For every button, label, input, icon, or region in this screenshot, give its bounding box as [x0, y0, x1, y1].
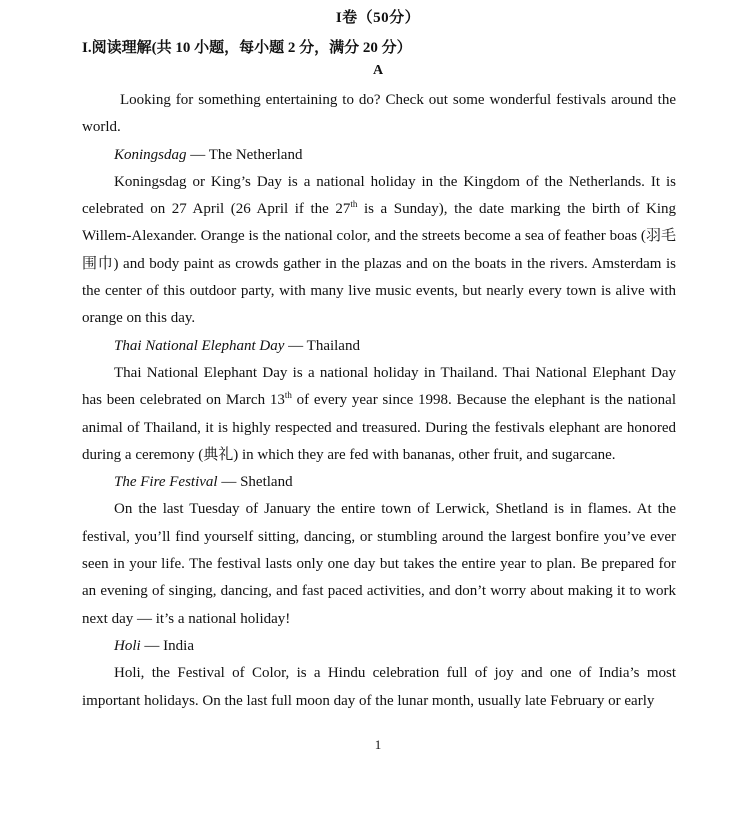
ordinal-suffix: th: [284, 390, 292, 401]
paper-title: I卷（50分）: [335, 10, 421, 26]
festival-name: Thai National Elephant Day: [114, 337, 285, 354]
description-text: Koningsdag or King’s Day is a national holiday in the Kingdom of the Netherlands. It is celebrated on 27 April (26 April if the 27: [82, 173, 676, 218]
intro-paragraph: Looking for something entertaining to do? Check out some wonderful festivals around the world.: [82, 92, 676, 136]
festival-description-koningsdag: [82, 169, 676, 333]
passage-body: [82, 87, 676, 715]
festival-name: The Fire Festival: [114, 474, 218, 491]
description-text: is a Sunday), the date marking the birth of King Willem-Alexander. Orange is the national color, and the streets become a sea of feather boas (羽毛围巾) and body paint as crowds gather in the plazas and on the boats in the rivers. Amsterdam is the center of this outdoor party, with many live music events, but nearly every town is alive with orange on this day.: [82, 201, 676, 327]
festival-description-holi: Holi, the Festival of Color, is a Hindu celebration full of joy and one of India’s most important holidays. On the last full moon day of the lunar month, usually late February or early: [82, 665, 676, 709]
description-text: Thai National Elephant Day is a national holiday in Thailand. Thai National Elephant Day has been celebrated on March 13: [82, 364, 676, 409]
festival-location: — Shetland: [217, 474, 293, 491]
ordinal-suffix: th: [350, 199, 358, 210]
festival-name: Holi: [114, 637, 141, 654]
festival-name: Koningsdag: [114, 146, 187, 163]
page-number: 1: [374, 737, 382, 752]
festival-heading-holi: [82, 633, 676, 660]
festival-heading-elephant-day: [82, 333, 676, 360]
festival-heading-fire-festival: [82, 469, 676, 496]
festival-location: — The Netherland: [186, 146, 303, 163]
festival-description-fire-festival: On the last Tuesday of January the entire town of Lerwick, Shetland is in flames. At the festival, you’ll find yourself sitting, dancing, or stumbling around the largest bonfire you’ve ever seen in your life. The festival lasts only one day but takes the entire year to plan. Be prepared for an evening of singing, dancing, and fast paced activities, and don’t worry about making it to work next day — it’s a national holiday!: [82, 501, 676, 627]
festival-heading-koningsdag: [82, 142, 676, 169]
passage-label: A: [372, 63, 384, 78]
festival-description-elephant-day: [82, 360, 676, 469]
description-text: of every year since 1998. Because the elephant is the national animal of Thailand, it is highly respected and treasured. During the festivals elephant are honored during a ceremony (典礼) in which they are fed with bananas, other fruit, and sugarcane.: [82, 392, 676, 463]
festival-location: — Thailand: [284, 337, 360, 354]
section-heading: I.阅读理解(共 10 小题，每小题 2 分，满分 20 分）: [82, 40, 412, 56]
festival-location: — India: [140, 637, 194, 654]
